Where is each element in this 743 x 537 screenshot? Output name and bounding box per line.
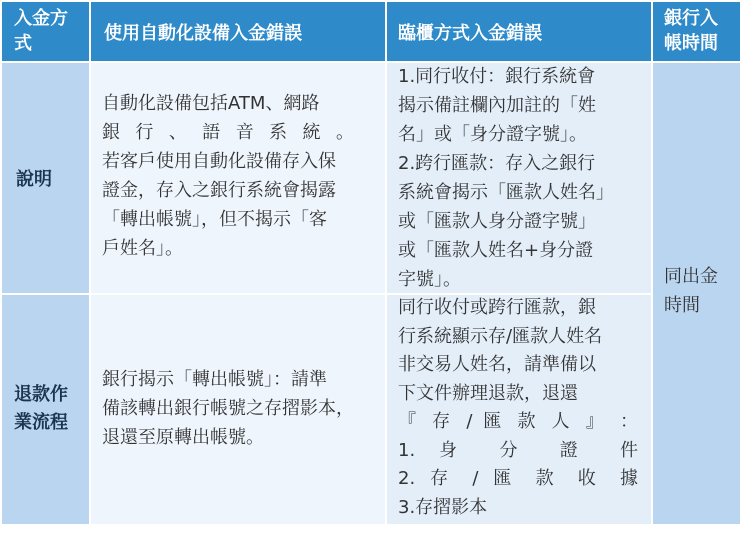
row-divider [2,61,740,63]
posting-time-value-line2: 時間 [664,295,700,316]
text-line: 揭示備註欄內加註的「姓 [398,95,596,116]
header-method-line2: 式 [14,33,32,54]
text-line: 1.同行收付：銀行系統會 [398,66,596,87]
text-line: 銀 行 、 語 音 系 統 。 [102,122,354,143]
posting-time-value [652,62,740,524]
row-explain-label [2,62,90,294]
row-refund-label-line1: 退款作 [14,384,68,405]
header-posting-time-line1: 銀行入 [664,8,718,29]
text-line: 3.存摺影本 [398,496,488,518]
text-line: 或「匯款人身分證字號」 [398,211,596,232]
row-explain-counter [386,62,652,294]
header-counter-error-text: 臨櫃方式入金錯誤 [398,23,542,44]
text-line: 同行收付或跨行匯款，銀 [398,297,596,318]
text-line: 退還至原轉出帳號。 [102,427,264,448]
text-line: 銀行揭示「轉出帳號」：請準 [102,369,327,390]
text-line: 下文件辦理退款，退還 [398,382,578,404]
header-posting-time [652,2,740,62]
text-line: 系統會揭示「匯款人姓名」 [398,182,614,203]
text-line: 若客戶使用自動化設備存入保 [102,151,336,172]
text-line: 自動化設備包括ATM、網路 [102,93,320,114]
header-atm-error-text: 使用自動化設備入金錯誤 [104,23,302,44]
text-line: 『 存 / 匯 款 人 』 ： [398,411,638,432]
text-line: 字號」。 [398,269,461,290]
text-line: 「轉出帳號」，但不揭示「客 [102,209,327,230]
row-refund-label [2,294,90,524]
text-line: 2.跨行匯款：存入之銀行 [398,153,596,174]
text-line: 行系統顯示存/匯款人姓名 [398,325,603,347]
text-line: 備該轉出銀行帳號之存摺影本， [102,398,354,419]
column-divider [89,2,91,524]
row-explain-atm [90,62,386,294]
text-line: 非交易人姓名，請準備以 [398,354,596,375]
header-method-line1: 入金方 [14,8,68,29]
text-line: 戶姓名」。 [102,238,183,259]
text-line: 1. 身 分 證 件 [398,439,638,461]
row-explain-label-text: 說明 [16,169,52,190]
column-divider [385,2,387,524]
text-line: 2. 存 / 匯 款 收 據 [398,468,638,489]
header-method [2,2,90,62]
posting-time-value-line1: 同出金 [664,266,718,287]
row-refund-counter [386,294,652,524]
column-divider [651,2,653,524]
row-divider [2,293,652,295]
header-atm-error [90,2,386,62]
header-counter-error [386,2,652,62]
row-refund-atm [90,294,386,524]
text-line: 名」或「身分證字號」。 [398,124,587,145]
row-refund-label-line2: 業流程 [14,412,68,433]
text-line: 或「匯款人姓名+身分證 [398,240,594,261]
header-posting-time-line2: 帳時間 [664,33,718,54]
text-line: 證金，存入之銀行系統會揭露 [102,180,336,201]
